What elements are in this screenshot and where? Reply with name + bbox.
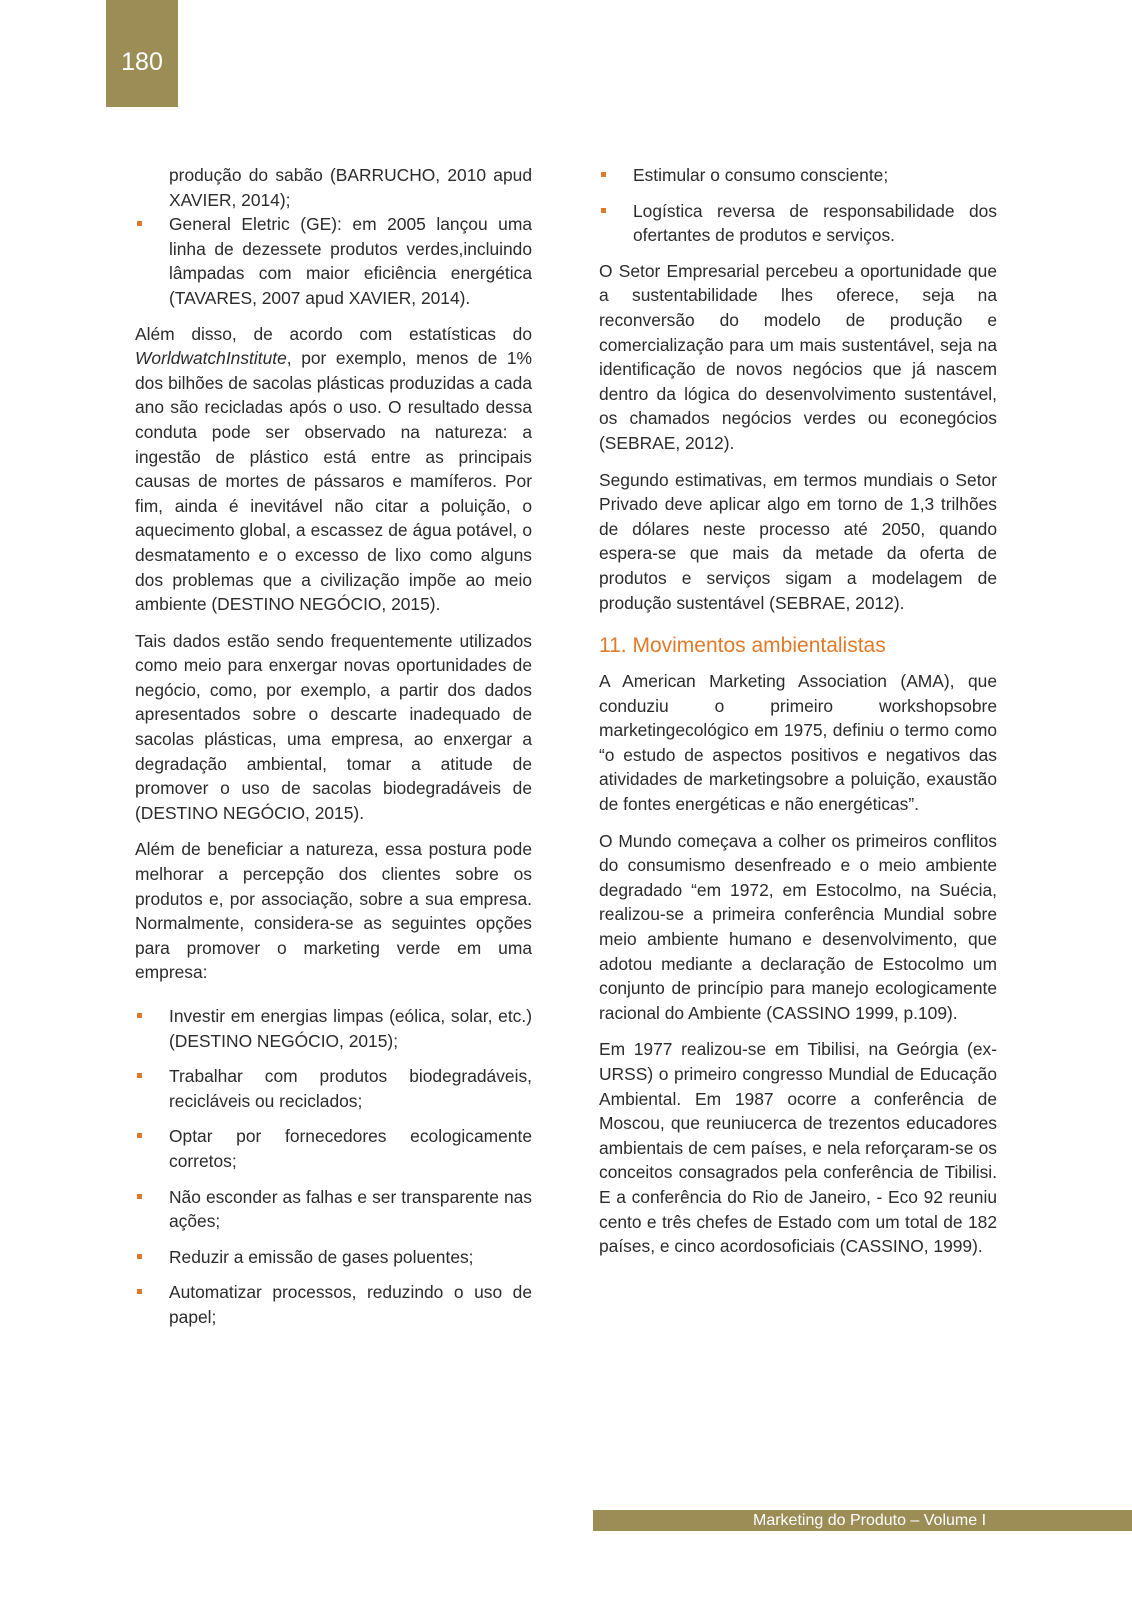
list-item	[135, 1280, 532, 1329]
emphasis: WorldwatchInstitute	[135, 348, 287, 369]
paragraph: Em 1977 realizou-se em Tibilisi, na Geórgia (ex-URSS) o primeiro congresso Mundial de Educação Ambiental. Em 1987 ocorre a conferência de Moscou, que reuniucerca de trezentos educadores ambientais de cem países, e nela reforçaram-se os conceitos consagrados pela conferência de Tibilisi. E a conferência do Rio de Janeiro, - Eco 92 reuniu cento e três chefes de Estado com um total de 182 países, e cinco acordosoficiais (CASSINO, 1999).	[599, 1039, 997, 1257]
bullet-icon	[137, 1013, 142, 1018]
bullet-icon	[137, 1289, 142, 1294]
paragraph: O Setor Empresarial percebeu a oportunidade que a sustentabilidade lhes oferece, seja na reconversão do modelo de produção e comercialização para um mais sustentável, seja na identificação de novos negócios que já nascem dentro da lógica do desenvolvimento sustentável, os chamados negócios verdes ou econegócios (SEBRAE, 2012).	[599, 260, 997, 453]
list-item-text: Estimular o consumo consciente;	[633, 165, 889, 185]
paragraph: Além de beneficiar a natureza, essa postura pode melhorar a percepção dos clientes sobre os produtos e, por associação, sobre a sua empresa. Normalmente, considera-se as seguintes opções para promover o marketing verde em uma empresa:	[135, 839, 532, 983]
page-number: 180	[106, 0, 178, 107]
list-item-text: Logística reversa de responsabilidade dos ofertantes de produtos e serviços.	[633, 200, 997, 246]
list-item-text: Não esconder as falhas e ser transparente nas ações;	[169, 1186, 532, 1232]
list-item	[135, 212, 532, 310]
paragraph: O Mundo começava a colher os primeiros conflitos do consumismo desenfreado e o meio ambiente degradado “em 1972, em Estocolmo, na Suécia, realizou-se a primeira conferência Mundial sobre meio ambiente humano e desenvolvimento, que adotou mediante a declaração de Estocolmo um conjunto de princípio para manejo ecologicamente racional do Ambiente (CASSINO 1999, p.109).	[599, 830, 997, 1023]
list-item	[135, 1004, 532, 1053]
paragraph: Tais dados estão sendo frequentemente utilizados como meio para enxergar novas oportunidades de negócio, como, por exemplo, a partir dos dados apresentados sobre o descarte inadequado de sacolas plásticas, uma empresa, ao enxergar a degradação ambiental, tomar a atitude de promover o uso de sacolas biodegradáveis de (DESTINO NEGÓCIO, 2015).	[135, 630, 532, 823]
bullet-icon	[137, 1133, 142, 1138]
bullet-icon	[137, 1194, 142, 1199]
list-item-text: Automatizar processos, reduzindo o uso de papel;	[169, 1282, 532, 1327]
footer-title: Marketing do Produto – Volume I	[753, 1512, 987, 1529]
bullet-icon	[137, 1073, 142, 1078]
right-column	[599, 163, 997, 1271]
list-item	[135, 1185, 532, 1234]
list-item	[599, 163, 997, 188]
list-item	[599, 199, 997, 248]
section-heading: 11. Movimentos ambientalistas	[599, 634, 886, 658]
bullet-icon	[601, 172, 606, 177]
list-item-text: Trabalhar com produtos biodegradáveis, recicláveis ou reciclados;	[169, 1066, 532, 1111]
list-item-text: General Eletric (GE): em 2005 lançou uma linha de dezessete produtos verdes,incluindo lâmpadas com maior eficiência energética (TAVARES, 2007 apud XAVIER, 2014).	[169, 214, 532, 308]
list-item-text: Optar por fornecedores ecologicamente corretos;	[169, 1126, 532, 1171]
paragraph: Segundo estimativas, em termos mundiais o Setor Privado deve aplicar algo em torno de 1,3 trilhões de dólares neste processo até 2050, quando espera-se que mais da metade da oferta de produtos e serviços sigam a modelagem de produção sustentável (SEBRAE, 2012).	[599, 469, 997, 613]
paragraph: A American Marketing Association (AMA), que conduziu o primeiro workshopsobre marketingecológico em 1975, definiu o termo como “o estudo de aspectos positivos e negativos das atividades de marketingsobre a poluição, exaustão de fontes energéticas e não energéticas”.	[599, 671, 997, 815]
list-item	[135, 1124, 532, 1173]
continued-list-item: produção do sabão (BARRUCHO, 2010 apud XAVIER, 2014);	[169, 165, 532, 210]
list-item	[135, 1064, 532, 1113]
paragraph: Além disso, de acordo com estatísticas do WorldwatchInstitute, por exemplo, menos de 1% dos bilhões de sacolas plásticas produzidas a cada ano são recicladas após o uso. O resultado dessa conduta pode ser observado na natureza: a ingestão de plástico está entre as principais causas de mortes de pássaros e mamíferos. Por fim, ainda é inevitável não citar a poluição, o aquecimento global, a escassez de água potável, o desmatamento e o excesso de lixo como alguns dos problemas que a civilização impõe ao meio ambiente (DESTINO NEGÓCIO, 2015).	[135, 323, 532, 615]
bullet-icon	[137, 1254, 142, 1259]
list-item-text: Reduzir a emissão de gases poluentes;	[169, 1246, 474, 1267]
list-item	[135, 1245, 532, 1270]
list-item-text: Investir em energias limpas (eólica, solar, etc.)(DESTINO NEGÓCIO, 2015);	[169, 1006, 532, 1051]
left-column	[135, 163, 532, 1341]
bullet-icon	[601, 208, 606, 213]
bullet-icon	[137, 221, 142, 226]
footer-bar	[593, 1510, 1132, 1531]
